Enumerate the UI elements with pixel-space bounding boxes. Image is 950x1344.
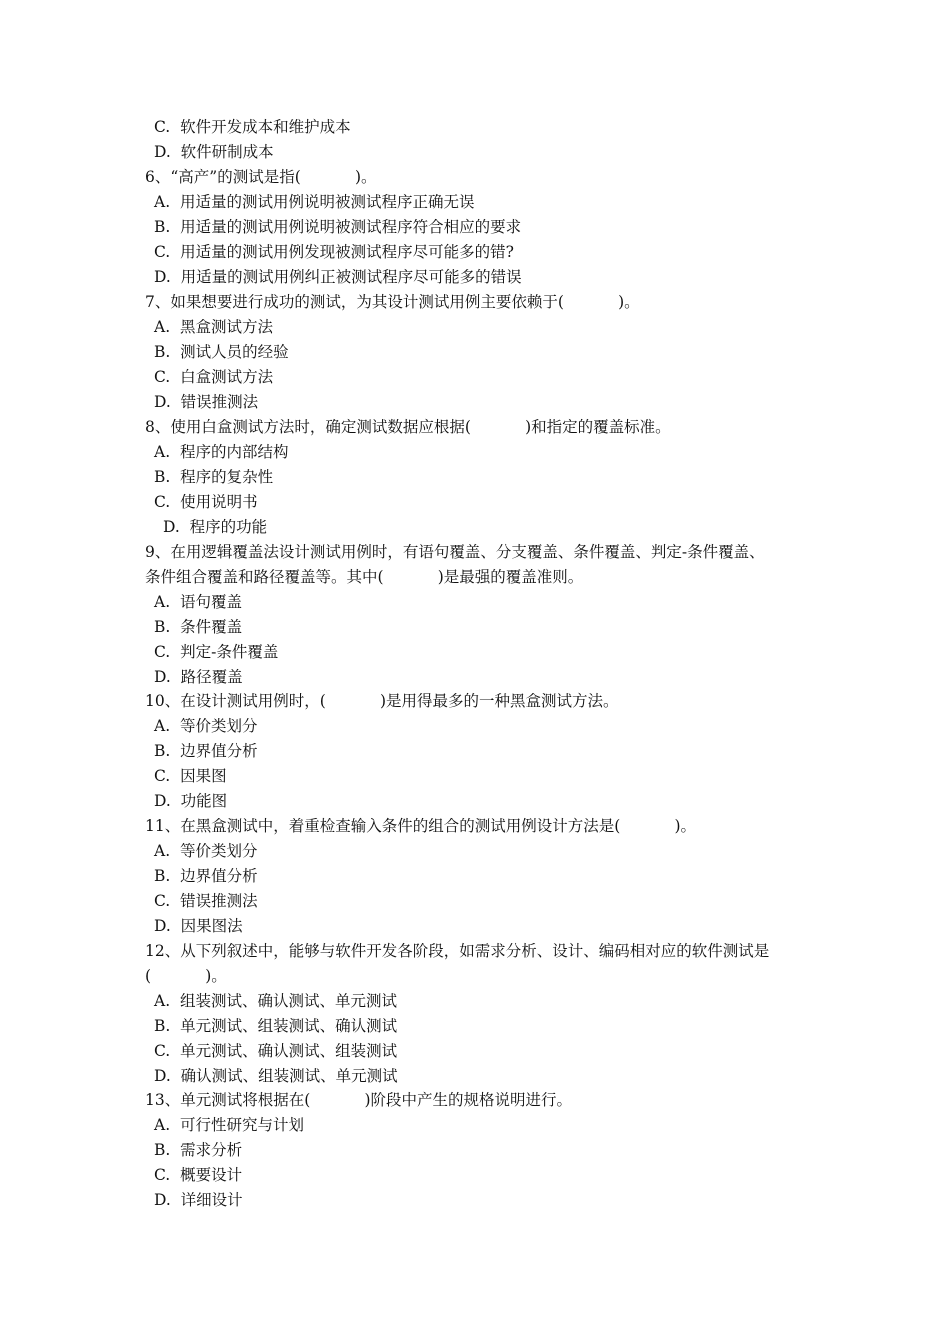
option-12b: B. 单元测试、组装测试、确认测试 [154,1017,398,1035]
question-10: 10、在设计测试用例时，( )是用得最多的一种黑盒测试方法。 [145,692,619,710]
option-5d: D. 软件研制成本 [154,143,274,161]
option-11d: D. 因果图法 [154,917,243,935]
question-8: 8、使用白盒测试方法时，确定测试数据应根据( )和指定的覆盖标准。 [145,418,671,436]
option-13b: B. 需求分析 [154,1141,243,1159]
question-11: 11、在黑盒测试中，着重检查输入条件的组合的测试用例设计方法是( )。 [145,817,697,835]
option-10d: D. 功能图 [154,792,228,810]
option-11c: C. 错误推测法 [154,892,258,910]
question-6: 6、“高产”的测试是指( )。 [145,168,377,186]
option-9b: B. 条件覆盖 [154,618,243,636]
option-7c: C. 白盒测试方法 [154,368,274,386]
option-9a: A. 语句覆盖 [154,593,242,611]
option-12c: C. 单元测试、确认测试、组装测试 [154,1042,398,1060]
option-6b: B. 用适量的测试用例说明被测试程序符合相应的要求 [154,218,522,236]
option-7d: D. 错误推测法 [154,393,259,411]
option-8a: A. 程序的内部结构 [154,443,289,461]
question-12-cont: ( )。 [145,967,227,985]
option-6a: A. 用适量的测试用例说明被测试程序正确无误 [154,193,475,211]
option-11a: A. 等价类划分 [154,842,258,860]
option-6d: D. 用适量的测试用例纠正被测试程序尽可能多的错误 [154,268,522,286]
option-5c: C. 软件开发成本和维护成本 [154,118,351,136]
option-8b: B. 程序的复杂性 [154,468,274,486]
option-8d: D. 程序的功能 [163,518,268,536]
option-13a: A. 可行性研究与计划 [154,1116,304,1134]
option-9d: D. 路径覆盖 [154,668,243,686]
option-11b: B. 边界值分析 [154,867,258,885]
option-7a: A. 黑盒测试方法 [154,318,273,336]
option-10b: B. 边界值分析 [154,742,258,760]
option-6c: C. 用适量的测试用例发现被测试程序尽可能多的错? [154,243,514,261]
option-12a: A. 组装测试、确认测试、单元测试 [154,992,397,1010]
option-10c: C. 因果图 [154,767,227,785]
question-7: 7、如果想要进行成功的测试，为其设计测试用例主要依赖于( )。 [145,293,640,311]
option-10a: A. 等价类划分 [154,717,258,735]
option-9c: C. 判定-条件覆盖 [154,643,279,661]
question-12: 12、从下列叙述中，能够与软件开发各阶段，如需求分析、设计、编码相对应的软件测试是 [145,942,770,960]
question-9: 9、在用逻辑覆盖法设计测试用例时，有语句覆盖、分支覆盖、条件覆盖、判定-条件覆盖、 [145,543,765,561]
option-7b: B. 测试人员的经验 [154,343,289,361]
option-13c: C. 概要设计 [154,1166,243,1184]
option-8c: C. 使用说明书 [154,493,258,511]
question-9-cont: 条件组合覆盖和路径覆盖等。其中( )是最强的覆盖准则。 [145,568,584,586]
option-13d: D. 详细设计 [154,1191,243,1209]
option-12d: D. 确认测试、组装测试、单元测试 [154,1067,398,1085]
question-13: 13、单元测试将根据在( )阶段中产生的规格说明进行。 [145,1091,573,1109]
